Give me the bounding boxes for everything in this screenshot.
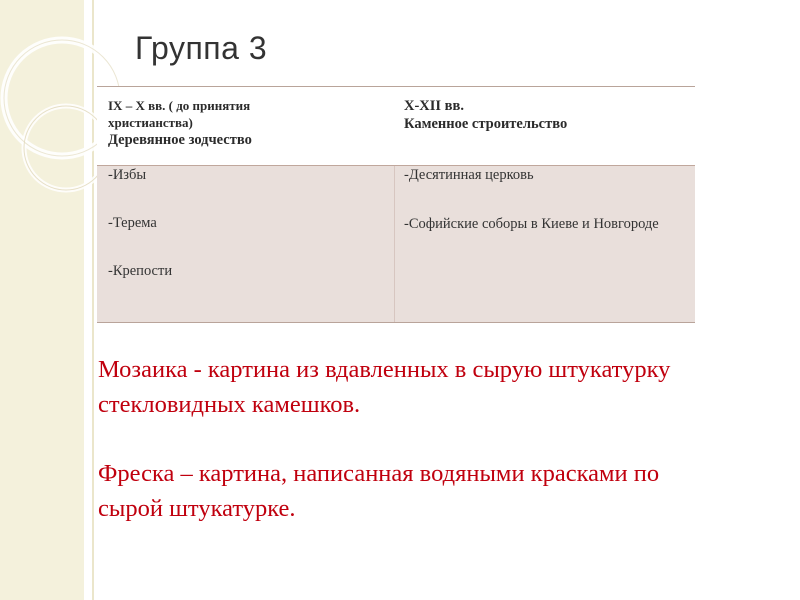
- header-cell-stone: [394, 87, 695, 165]
- list-item: -Терема: [108, 215, 157, 231]
- body-cell-stone: [394, 166, 695, 322]
- header-period-wooden: IX – X вв. ( до принятия: [108, 98, 251, 113]
- comparison-table: [97, 86, 695, 323]
- list-item: -Избы: [108, 167, 147, 183]
- definitions-block: [98, 352, 698, 526]
- header-period-wooden-cont: христианства): [108, 115, 193, 130]
- slide-title: Группа 3: [135, 30, 268, 66]
- header-title-stone: Каменное строительство: [404, 116, 568, 132]
- list-item: -Крепости: [108, 263, 173, 279]
- table-header-row: [97, 87, 695, 166]
- definition-fresco: Фреска – картина, написанная водяными красками по сырой штукатурке.: [98, 460, 660, 522]
- list-item: -Десятинная церковь: [404, 167, 534, 183]
- definition-mosaic: Мозаика - картина из вдавленных в сырую штукатурку стекловидных камешков.: [98, 356, 671, 418]
- body-cell-wooden: [97, 166, 394, 322]
- header-period-stone: X-XII вв.: [404, 98, 464, 114]
- header-title-wooden: Деревянное зодчество: [108, 132, 252, 148]
- table-body-row: [97, 166, 695, 322]
- list-item: -Софийские соборы в Киеве и Новгороде: [404, 216, 659, 232]
- header-cell-wooden: [97, 87, 394, 165]
